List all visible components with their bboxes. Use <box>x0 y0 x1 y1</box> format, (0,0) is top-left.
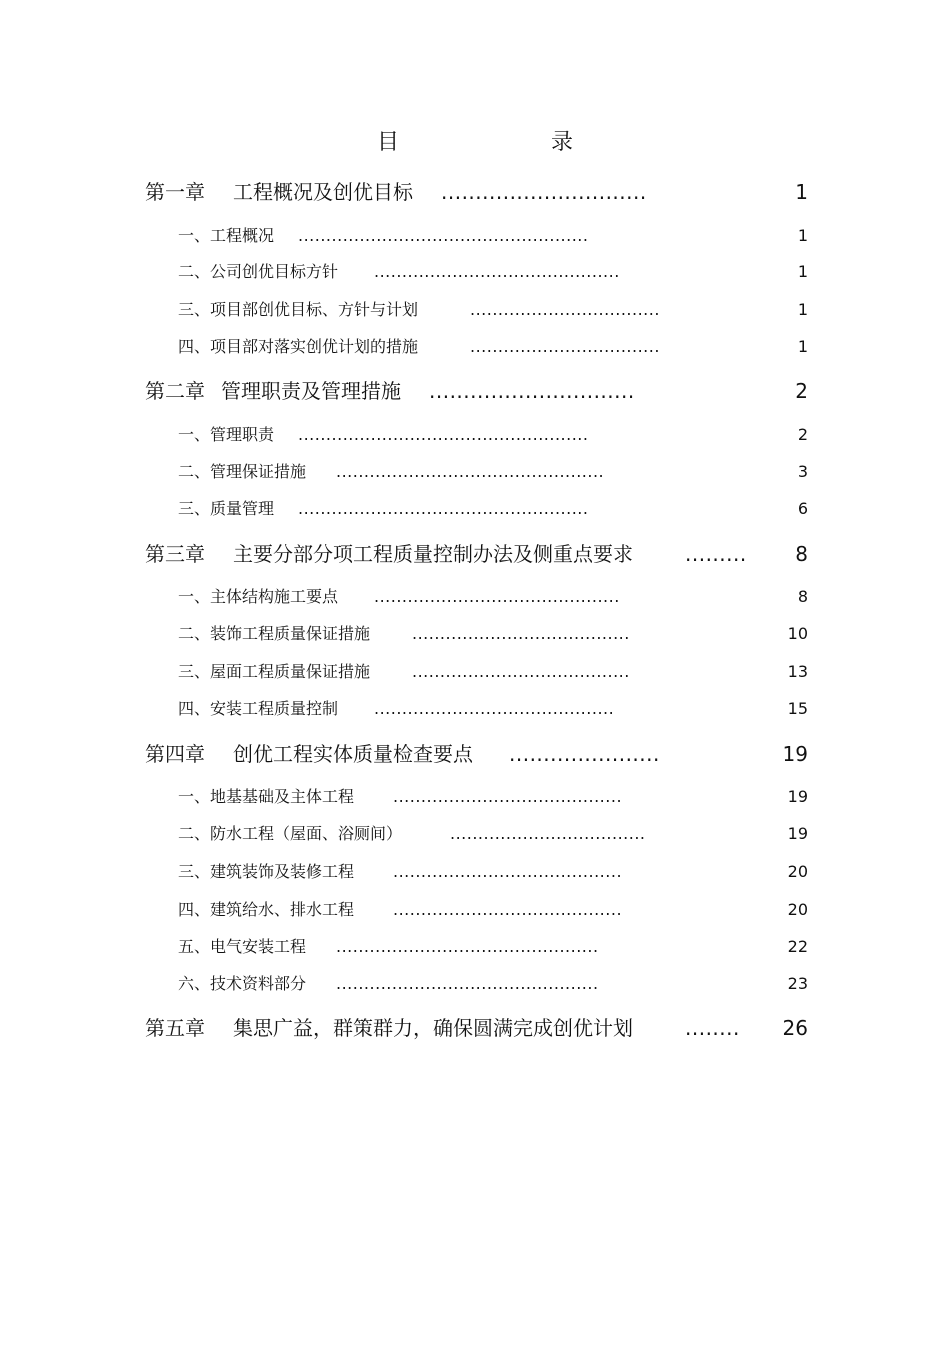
toc-section[interactable] <box>178 895 808 925</box>
leader-dots: .............................. <box>429 379 635 403</box>
section-label: 四、安装工程质量控制 <box>178 699 339 718</box>
section-label: 三、质量管理 <box>178 499 275 518</box>
leader-dots: ....................................... <box>412 662 630 681</box>
leader-dots: ............................................... <box>336 937 599 956</box>
toc-section[interactable] <box>178 969 808 999</box>
toc-section[interactable] <box>178 819 808 849</box>
section-label: 二、装饰工程质量保证措施 <box>178 624 371 643</box>
toc-section[interactable] <box>178 221 808 251</box>
chapter-prefix: 第五章 <box>145 1016 205 1040</box>
leader-dots: .................................................... <box>298 226 589 245</box>
page-number: 1 <box>795 180 808 204</box>
page-number: 15 <box>787 699 808 718</box>
section-label: 三、屋面工程质量保证措施 <box>178 662 371 681</box>
section-label: 四、建筑给水、排水工程 <box>178 900 355 919</box>
page-number: 1 <box>797 300 808 319</box>
section-label: 二、管理保证措施 <box>178 462 307 481</box>
leader-dots: ......................................... <box>393 787 623 806</box>
toc-section[interactable] <box>178 295 808 325</box>
page-number: 19 <box>782 742 808 766</box>
leader-dots: ......... <box>685 542 747 566</box>
toc-section[interactable] <box>178 857 808 887</box>
toc-section[interactable] <box>178 932 808 962</box>
page-number: 19 <box>787 824 808 843</box>
page-number: 26 <box>782 1016 808 1040</box>
chapter-title: 工程概况及创优目标 <box>233 180 413 204</box>
section-label: 一、地基基础及主体工程 <box>178 787 355 806</box>
chapter-prefix: 第一章 <box>145 180 205 204</box>
page-number: 22 <box>787 937 808 956</box>
toc-section[interactable] <box>178 257 808 287</box>
section-label: 三、建筑装饰及装修工程 <box>178 862 355 881</box>
page-number: 1 <box>797 226 808 245</box>
leader-dots: ........................................... <box>374 699 615 718</box>
section-label: 一、主体结构施工要点 <box>178 587 339 606</box>
section-label: 二、防水工程（屋面、浴厕间） <box>178 824 403 843</box>
page-number: 8 <box>797 587 808 606</box>
page-number: 10 <box>787 624 808 643</box>
toc-section[interactable] <box>178 420 808 450</box>
page-number: 19 <box>787 787 808 806</box>
toc-section[interactable] <box>178 582 808 612</box>
section-label: 四、项目部对落实创优计划的措施 <box>178 337 419 356</box>
toc-section[interactable] <box>178 332 808 362</box>
leader-dots: ............................................ <box>374 587 620 606</box>
section-label: 三、项目部创优目标、方针与计划 <box>178 300 419 319</box>
page-number: 3 <box>797 462 808 481</box>
chapter-title: 管理职责及管理措施 <box>221 379 401 403</box>
toc-chapter-4[interactable] <box>145 739 808 769</box>
chapter-title: 创优工程实体质量检查要点 <box>233 742 473 766</box>
toc-section[interactable] <box>178 694 808 724</box>
leader-dots: .................................................... <box>298 425 589 444</box>
toc-section[interactable] <box>178 457 808 487</box>
page-number: 2 <box>795 379 808 403</box>
toc-section[interactable] <box>178 782 808 812</box>
leader-dots: ................................... <box>450 824 646 843</box>
page-number: 8 <box>795 542 808 566</box>
page-number: 2 <box>797 425 808 444</box>
section-label: 五、电气安装工程 <box>178 937 307 956</box>
toc-chapter-3[interactable] <box>145 539 808 569</box>
toc-chapter-2[interactable] <box>145 376 808 406</box>
page-number: 23 <box>787 974 808 993</box>
chapter-title: 主要分部分项工程质量控制办法及侧重点要求 <box>233 542 633 566</box>
chapter-prefix: 第四章 <box>145 742 205 766</box>
leader-dots: ................................................ <box>336 462 605 481</box>
page-number: 1 <box>797 337 808 356</box>
toc-chapter-1[interactable] <box>145 177 808 207</box>
chapter-title: 集思广益，群策群力，确保圆满完成创优计划 <box>233 1016 633 1040</box>
section-label: 六、技术资料部分 <box>178 974 307 993</box>
leader-dots: .............................. <box>441 180 647 204</box>
leader-dots: ............................................ <box>374 262 620 281</box>
page-number: 13 <box>787 662 808 681</box>
leader-dots: ....................................... <box>412 624 630 643</box>
section-label: 一、管理职责 <box>178 425 275 444</box>
leader-dots: .................................................... <box>298 499 589 518</box>
leader-dots: .................................. <box>470 337 660 356</box>
page-number: 1 <box>797 262 808 281</box>
leader-dots: ...................... <box>509 742 660 766</box>
page-number: 20 <box>787 900 808 919</box>
section-label: 一、工程概况 <box>178 226 275 245</box>
leader-dots: .................................. <box>470 300 660 319</box>
leader-dots: ........ <box>685 1016 740 1040</box>
chapter-prefix: 第三章 <box>145 542 205 566</box>
page-number: 20 <box>787 862 808 881</box>
page-number: 6 <box>797 499 808 518</box>
toc-title: 目 录 <box>376 130 609 155</box>
section-label: 二、公司创优目标方针 <box>178 262 339 281</box>
toc-section[interactable] <box>178 619 808 649</box>
leader-dots: ......................................... <box>393 900 623 919</box>
leader-dots: ......................................... <box>393 862 623 881</box>
chapter-prefix: 第二章 <box>145 379 205 403</box>
toc-section[interactable] <box>178 657 808 687</box>
leader-dots: ............................................... <box>336 974 599 993</box>
toc-section[interactable] <box>178 494 808 524</box>
toc-chapter-5[interactable] <box>145 1013 808 1043</box>
